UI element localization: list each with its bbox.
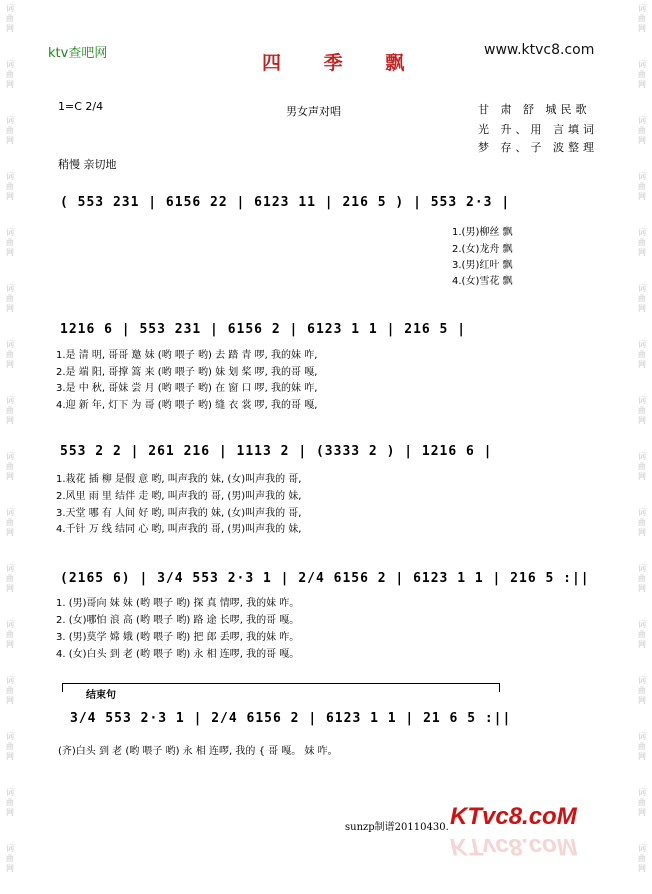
- watermark-text: 词曲网: [638, 620, 646, 649]
- watermark-text: 词曲网: [6, 732, 14, 761]
- watermark-text: 词曲网: [6, 172, 14, 201]
- lyric-line: 3.天堂 哪 有 人间 好 哟, 叫声我的 妹, (女)叫声我的 哥,: [56, 508, 302, 519]
- tempo-marking: 稍慢 亲切地: [58, 158, 117, 171]
- watermark-text: 词曲网: [638, 452, 646, 481]
- lyric-line: 1.(男)柳丝 飘: [452, 227, 513, 238]
- site-url-right: www.ktvc8.com: [484, 42, 595, 58]
- site-logo: KTvc8.coM: [450, 803, 577, 830]
- notation-line: 1216 6 | 553 231 | 6156 2 | 6123 1 1 | 216 5 |: [60, 322, 467, 337]
- transcription-stamp: sunzp制谱20110430.: [345, 822, 449, 833]
- watermark-text: 词曲网: [6, 396, 14, 425]
- watermark-text: 词曲网: [638, 844, 646, 873]
- watermark-text: 词曲网: [638, 228, 646, 257]
- song-title: 四 季 飘: [262, 52, 423, 74]
- lyric-line: 2. (女)哪怕 浪 高 (哟 喂子 哟) 路 途 长啰, 我的哥 嘎。: [56, 615, 300, 626]
- watermark-text: 词曲网: [6, 508, 14, 537]
- watermark-text: 词曲网: [638, 116, 646, 145]
- notation-line: ( 553 231 | 6156 22 | 6123 11 | 216 5 ) | 553 2·3 |: [60, 195, 511, 210]
- watermark-text: 词曲网: [638, 284, 646, 313]
- lyric-line: 4.迎 新 年, 灯下 为 哥 (哟 喂子 哟) 缝 衣 裳 啰, 我的哥 嘎,: [56, 400, 318, 411]
- watermark-text: 词曲网: [6, 284, 14, 313]
- watermark-text: 词曲网: [638, 60, 646, 89]
- watermark-text: 词曲网: [6, 340, 14, 369]
- lyric-line: 3. (男)莫学 嫦 娥 (哟 喂子 哟) 把 郎 丢啰, 我的妹 咋。: [56, 632, 300, 643]
- credit-line: 甘 肃 舒 城民歌: [478, 103, 591, 116]
- lyric-line: 1.是 清 明, 哥哥 邀 妹 (哟 喂子 哟) 去 踏 青 啰, 我的妹 咋,: [56, 350, 318, 361]
- lyric-line: 4.千针 万 线 结同 心 哟, 叫声我的 哥, (男)叫声我的 妹,: [56, 524, 302, 535]
- credit-line: 光 升、用 言填词: [478, 123, 598, 136]
- notation-line: (2165 6) | 3/4 553 2·3 1 | 2/4 6156 2 | 6123 1 1 | 216 5 :||: [60, 571, 590, 586]
- lyric-line: 1.栽花 插 柳 是假 意 哟, 叫声我的 妹, (女)叫声我的 哥,: [56, 474, 302, 485]
- lyric-line: 3.是 中 秋, 哥妹 尝 月 (哟 喂子 哟) 在 窗 口 啰, 我的妹 咋,: [56, 383, 318, 394]
- watermark-text: 词曲网: [638, 788, 646, 817]
- ending-bracket: [62, 683, 500, 692]
- lyric-line: 3.(男)红叶 飘: [452, 260, 513, 271]
- watermark-text: 词曲网: [638, 172, 646, 201]
- watermark-text: 词曲网: [638, 340, 646, 369]
- watermark-text: 词曲网: [6, 620, 14, 649]
- lyric-line: (齐)白头 到 老 (哟 喂子 哟) 永 相 连啰, 我的 { 哥 嘎。 妹 咋。: [58, 746, 338, 757]
- right-watermark-strip: [635, 0, 649, 894]
- watermark-text: 词曲网: [6, 452, 14, 481]
- left-watermark-strip: [3, 0, 17, 894]
- watermark-text: 词曲网: [638, 4, 646, 33]
- site-name-left: ktv查吧网: [48, 46, 108, 61]
- lyric-line: 1. (男)哥向 妹 妹 (哟 喂子 哟) 探 真 情啰, 我的妹 咋。: [56, 598, 300, 609]
- performance-type: 男女声对唱: [286, 105, 341, 118]
- notation-line: 553 2 2 | 261 216 | 1113 2 | (3333 2 ) | 1216 6 |: [60, 444, 493, 459]
- watermark-text: 词曲网: [638, 396, 646, 425]
- watermark-text: 词曲网: [6, 228, 14, 257]
- lyric-line: 2.是 端 阳, 哥撑 篙 来 (哟 喂子 哟) 妹 划 桨 啰, 我的哥 嘎,: [56, 367, 318, 378]
- lyric-line: 4.(女)雪花 飘: [452, 276, 513, 287]
- credit-line: 梦 存、子 波整理: [478, 141, 598, 154]
- watermark-text: 词曲网: [6, 844, 14, 873]
- watermark-text: 词曲网: [6, 676, 14, 705]
- watermark-text: 词曲网: [6, 116, 14, 145]
- watermark-text: 词曲网: [638, 564, 646, 593]
- watermark-text: 词曲网: [6, 788, 14, 817]
- ending-label: 结束句: [86, 690, 116, 701]
- watermark-text: 词曲网: [6, 60, 14, 89]
- watermark-text: 词曲网: [6, 564, 14, 593]
- watermark-text: 词曲网: [638, 732, 646, 761]
- lyric-line: 4. (女)白头 到 老 (哟 喂子 哟) 永 相 连啰, 我的哥 嘎。: [56, 649, 300, 660]
- notation-line: 3/4 553 2·3 1 | 2/4 6156 2 | 6123 1 1 | 21 6 5 :||: [70, 711, 512, 726]
- lyric-line: 2.风里 雨 里 结伴 走 哟, 叫声我的 哥, (男)叫声我的 妹,: [56, 491, 302, 502]
- watermark-text: 词曲网: [638, 508, 646, 537]
- watermark-text: 词曲网: [638, 676, 646, 705]
- lyric-line: 2.(女)龙舟 飘: [452, 244, 513, 255]
- key-signature: 1=C 2/4: [58, 100, 104, 113]
- site-logo-reflection: KTvc8.coM: [450, 833, 577, 860]
- watermark-text: 词曲网: [6, 4, 14, 33]
